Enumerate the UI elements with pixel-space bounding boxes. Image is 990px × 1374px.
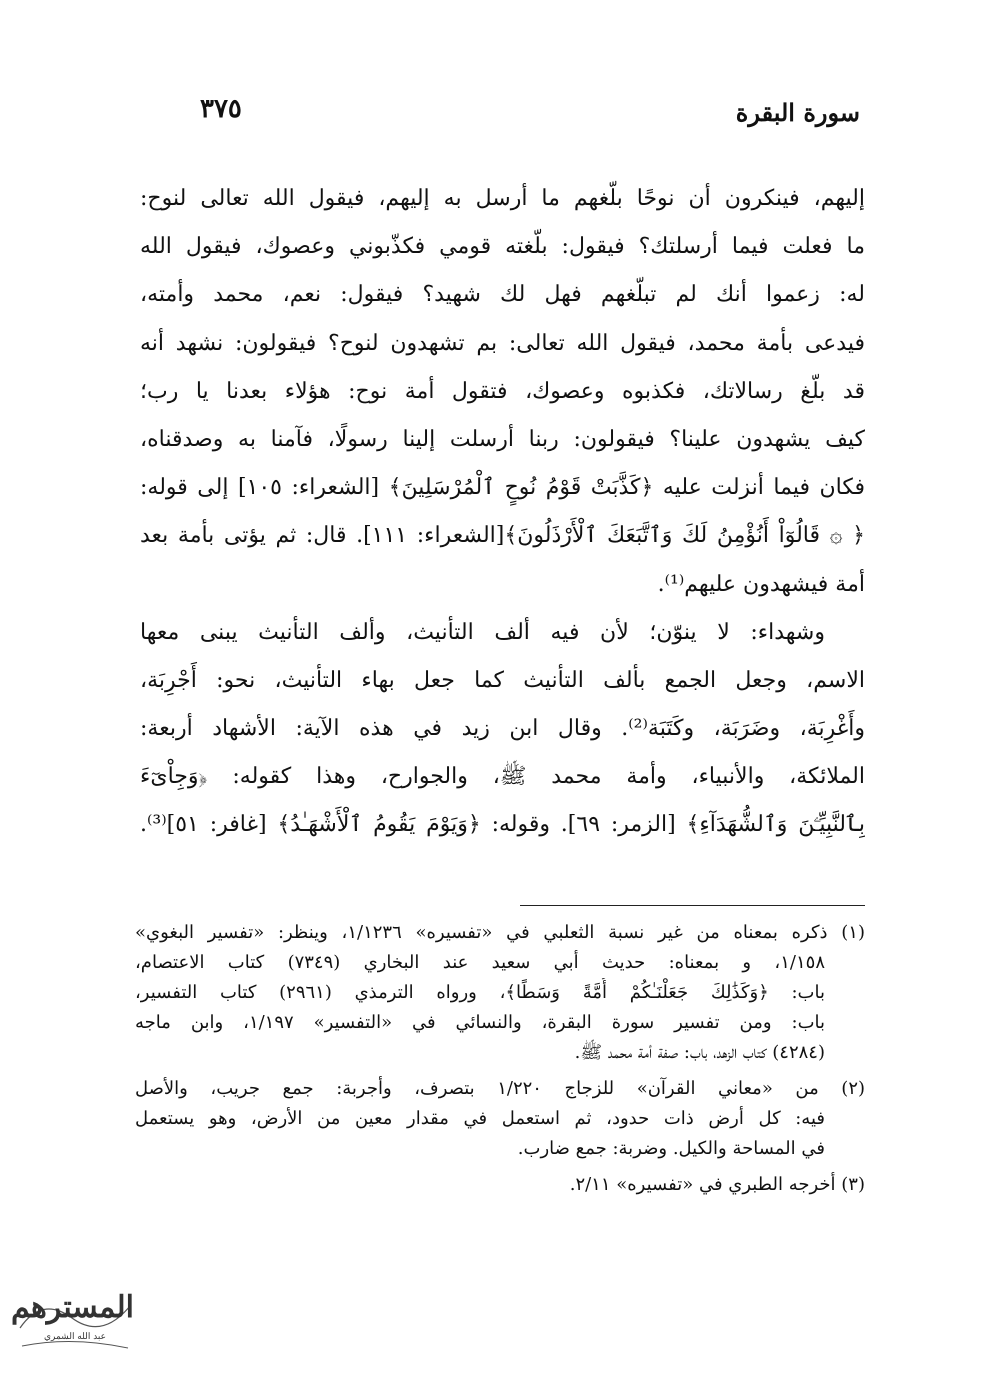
footnote-line: ١/١٥٨، و بمعناه: حديث أبي سعيد عند البخاري (٧٣٤٩) كتاب الاعتصام،	[135, 952, 825, 973]
text-line: الاسم، وجعل الجمع بألف التأنيث كما جعل بهاء التأنيث، نحو: أَجْرِبَة،	[140, 667, 865, 693]
text-line: إليهم، فينكرون أن نوحًا بلّغهم ما أرسل به إليهم، فيقول الله تعالى لنوح:	[140, 186, 865, 211]
page-header	[200, 94, 860, 138]
text-line: فيدعى بأمة محمد، فيقول الله تعالى: بم تشهدون لنوح؟ فيقولون: نشهد أنه	[140, 330, 865, 356]
text-line: فكان فيما أنزلت عليه ﴿كَذَّبَتْ قَوْمُ نُوحٍ ٱلْمُرْسَلِينَ﴾ [الشعراء: ١٠٥] إلى قوله:	[140, 475, 865, 501]
footnote-line: باب: ومن تفسير سورة البقرة، والنسائي في «التفسير» ١/١٩٧، وابن ماجه	[135, 1012, 826, 1033]
text-line: الملائكة، والأنبياء، وأمة محمد ﷺ، والجوارح، وهذا كقوله: ﴿وَجِاْىٓءَ	[140, 764, 865, 790]
footnote-line: (٣) أخرجه الطبري في «تفسيره» ٢/١١.	[569, 1174, 865, 1195]
text-line: ﴿ ۞ قَالُوٓاْ أَنُؤْمِنُ لَكَ وَٱتَّبَعَكَ ٱلْأَرْذَلُونَ﴾[الشعراء: ١١١]. قال: ثم يؤتى بأمة بعد	[140, 523, 865, 549]
logo-subtitle: عبد الله الشمري	[43, 1332, 107, 1342]
main-text	[140, 175, 865, 850]
text-line: قد بلّغ رسالاتك، فكذبوه وعصوك، فتقول أمة نوح: هؤلاء بعدنا يا رب؛	[140, 378, 865, 404]
text-line: له: زعموا أنك لم تبلّغهم فهل لك شهيد؟ فيقول: نعم، محمد وأمته،	[140, 282, 865, 308]
footnote-line: فيه: كل أرض ذات حدود، ثم استعمل في مقدار معين من الأرض، وهو يستعمل	[135, 1108, 825, 1129]
footnote-line: (٢) من «معاني القرآن» للزجاج ١/٢٢٠ بتصرف، وأجربة: جمع جريب، والأصل	[135, 1078, 865, 1099]
text-line: وأَغْرِبَة، وضَرَبَة، وكَتَبَة⁽²⁾. وقال ابن زيد في هذه الآية: الأشهاد أربعة:	[140, 716, 865, 742]
footnote-divider	[520, 905, 865, 906]
page-number: ٣٧٥	[200, 94, 242, 124]
footnotes	[135, 918, 865, 1200]
publisher-logo	[12, 1288, 137, 1360]
footnote-line: في المساحة والكيل. وضربة: جمع ضارب.	[517, 1138, 825, 1159]
footnote-line: (١) ذكره بمعناه من غير نسبة الثعلبي في «تفسيره» ١/١٢٣٦، وينظر: «تفسير البغوي»	[135, 922, 865, 943]
text-line: ما فعلت فيما أرسلتك؟ فيقول: بلّغته قومي فكذّبوني وعصوك، فيقول الله	[140, 234, 865, 260]
text-line: بِٱلنَّبِيِّـۧنَ وَٱلشُّهَدَآءِ﴾ [الزمر: ٦٩]. وقوله: ﴿وَيَوْمَ يَقُومُ ٱلْأَشْهَـٰدُ﴾ [غافر: ٥١]⁽³⁾.	[140, 812, 865, 838]
text-line: أمة فيشهدون عليهم⁽¹⁾.	[657, 571, 865, 597]
footnote-3	[135, 1170, 865, 1200]
logo-text: المسترهم	[11, 1290, 134, 1325]
text-line: كيف يشهدون علينا؟ فيقولون: ربنا أرسلت إلينا رسولًا، فآمنا به وصدقناه،	[140, 426, 865, 452]
footnote-2	[135, 1074, 865, 1164]
text-line: وشهداء: لا ينوّن؛ لأن فيه ألف التأنيث، وألف التأنيث يبنى معها	[140, 619, 825, 645]
footnote-line: (٤٢٨٤) كتاب الزهد، باب: صفة أمة محمد ﷺ.	[574, 1042, 825, 1063]
footnote-line: باب: ﴿وَكَذَٰلِكَ جَعَلْنَـٰكُمْ أُمَّةً وَسَطًا﴾، ورواه الترمذي (٢٩٦١) كتاب التفسير،	[135, 982, 825, 1003]
footnote-1	[135, 918, 865, 1068]
surah-title: سورة البقرة	[735, 98, 860, 127]
